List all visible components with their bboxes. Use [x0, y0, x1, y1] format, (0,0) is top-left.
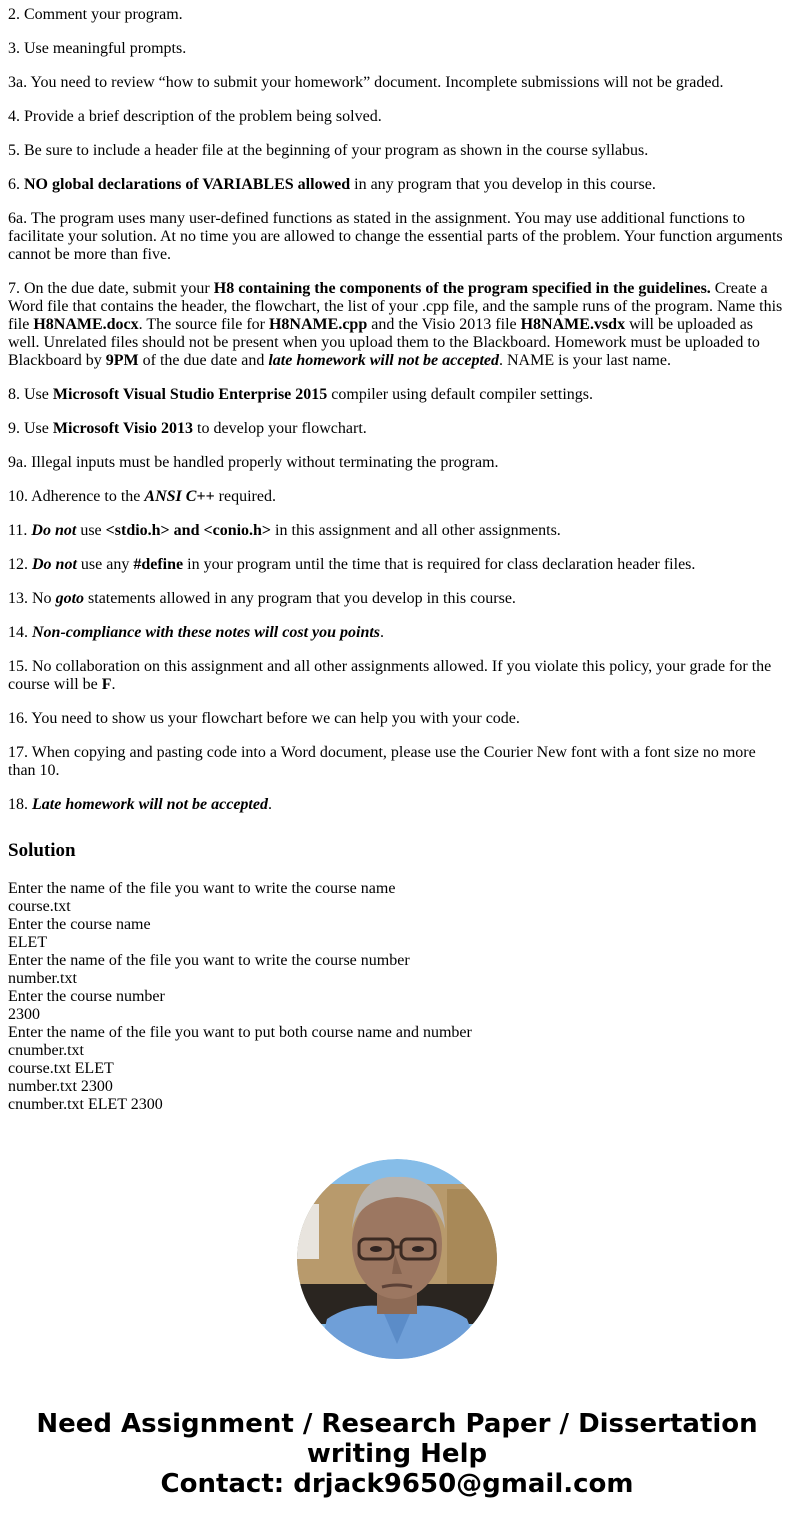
note-text-segment: Do not [32, 556, 77, 573]
note-text-segment: to develop your flowchart. [193, 420, 367, 437]
note-text-segment: 14. [8, 624, 32, 641]
note-text-segment: <stdio.h> and <conio.h> [105, 522, 272, 539]
note-text-segment: statements allowed in any program that you develop in this course. [84, 590, 516, 607]
note-text-segment: ANSI C++ [144, 488, 215, 505]
note-text-segment: . [380, 624, 385, 641]
note-text-segment: 9PM [105, 352, 139, 369]
tutor-portrait-image [297, 1159, 497, 1359]
note-text-segment: Microsoft Visual Studio Enterprise 2015 [52, 386, 328, 403]
note-item-10 [8, 488, 786, 506]
note-item-17 [8, 744, 786, 780]
note-text-segment: . [111, 676, 116, 693]
note-text-segment: 3. Use meaningful prompts. [8, 40, 187, 57]
note-item-6 [8, 176, 786, 194]
note-item-15 [8, 658, 786, 694]
note-text-segment: 11. [8, 522, 32, 539]
note-text-segment: Create a Word file that contains the header, the flowchart, the list of your .cpp file, and the sample runs of the program. Name this file [8, 280, 783, 333]
note-text-segment: in this assignment and all other assignments. [271, 522, 561, 539]
note-item-14 [8, 624, 786, 642]
note-text-segment: . NAME is your last name. [499, 352, 671, 369]
note-text-segment: 8. Use [8, 386, 53, 403]
note-text-segment: . [267, 796, 272, 813]
note-item-13 [8, 590, 786, 608]
promo-contact-email: Contact: drjack9650@gmail.com [160, 1469, 634, 1499]
note-text-segment: 13. No [8, 590, 56, 607]
note-text-segment: use any [76, 556, 134, 573]
note-text-segment: 7. On the due date, submit your [8, 280, 214, 297]
promo-line-1: Need Assignment / Research Paper / Dissertation [36, 1409, 758, 1439]
note-text-segment: 10. Adherence to the [8, 488, 145, 505]
note-text-segment: will be uploaded as well. Unrelated files should not be present when you upload them to the Blackboard. Homework must be uploaded to Blackboard by [8, 316, 760, 369]
note-text-segment: 17. When copying and pasting code into a Word document, please use the Courier New font with a font size no more than 10. [8, 744, 756, 779]
note-item-18 [8, 796, 786, 814]
note-text-segment: . The source file for [138, 316, 269, 333]
note-text-segment: 9. Use [8, 420, 53, 437]
note-text-segment: 3a. You need to review “how to submit your homework” document. Incomplete submissions will not be graded. [8, 74, 724, 91]
output-line: course.txt [8, 898, 71, 915]
output-line: number.txt [8, 970, 77, 987]
note-item-6a [8, 210, 786, 264]
output-line: Enter the name of the file you want to put both course name and number [8, 1024, 472, 1041]
note-item-11 [8, 522, 786, 540]
note-text-segment: of the due date and [138, 352, 269, 369]
output-line: course.txt ELET [8, 1060, 114, 1077]
note-text-segment: H8 containing the components of the program specified in the guidelines. [213, 280, 711, 297]
note-item-16 [8, 710, 786, 728]
output-line: cnumber.txt ELET 2300 [8, 1096, 163, 1113]
output-line: Enter the course name [8, 916, 151, 933]
guidelines-notes-list [8, 6, 786, 814]
note-text-segment: 18. [8, 796, 32, 813]
note-text-segment: 5. Be sure to include a header file at the beginning of your program as shown in the course syllabus. [8, 142, 649, 159]
program-sample-output [8, 880, 786, 1114]
output-line: 2300 [8, 1006, 40, 1023]
note-item-5 [8, 142, 786, 160]
note-item-3 [8, 40, 786, 58]
tutor-avatar [297, 1159, 497, 1359]
note-text-segment: H8NAME.vsdx [520, 316, 626, 333]
note-item-9a [8, 454, 786, 472]
note-text-segment: in any program that you develop in this course. [350, 176, 656, 193]
note-text-segment: Do not [31, 522, 77, 539]
note-text-segment: 9a. Illegal inputs must be handled properly without terminating the program. [8, 454, 499, 471]
note-text-segment: Late homework will not be accepted [32, 796, 268, 813]
note-item-4 [8, 108, 786, 126]
note-text-segment: 2. Comment your program. [8, 6, 183, 23]
note-text-segment: late homework will not be accepted [268, 352, 499, 369]
note-item-2 [8, 6, 786, 24]
promo-line-2: writing Help [306, 1439, 488, 1469]
note-text-segment: 15. No collaboration on this assignment and all other assignments allowed. If you violate this policy, your grade for the course will be [8, 658, 772, 693]
document-content [0, 6, 794, 1114]
note-text-segment: in your program until the time that is required for class declaration header files. [183, 556, 696, 573]
note-text-segment: 6. [8, 176, 24, 193]
output-line: cnumber.txt [8, 1042, 84, 1059]
note-text-segment: required. [214, 488, 276, 505]
note-item-9 [8, 420, 786, 438]
note-text-segment: 16. You need to show us your flowchart before we can help you with your code. [8, 710, 520, 727]
output-line: number.txt 2300 [8, 1078, 113, 1095]
note-text-segment: H8NAME.docx [33, 316, 139, 333]
note-text-segment: 6a. The program uses many user-defined functions as stated in the assignment. You may use additional functions to facilitate your solution. At no time you are allowed to change the essential parts of the problem. Your function arguments cannot be more than five. [8, 210, 783, 263]
note-item-7 [8, 280, 786, 370]
output-line: Enter the name of the file you want to write the course name [8, 880, 396, 897]
note-text-segment: goto [55, 590, 85, 607]
note-text-segment: H8NAME.cpp [268, 316, 368, 333]
output-line: Enter the name of the file you want to write the course number [8, 952, 410, 969]
note-text-segment: Non-compliance with these notes will cost you points [32, 624, 381, 641]
note-text-segment: compiler using default compiler settings. [327, 386, 593, 403]
note-text-segment: Microsoft Visio 2013 [52, 420, 194, 437]
note-item-3a [8, 74, 786, 92]
note-item-8 [8, 386, 786, 404]
solution-heading: Solution [8, 840, 76, 861]
note-text-segment: use [76, 522, 106, 539]
output-line: ELET [8, 934, 48, 951]
note-text-segment: F [101, 676, 112, 693]
note-item-12 [8, 556, 786, 574]
note-text-segment: #define [133, 556, 184, 573]
output-line: Enter the course number [8, 988, 165, 1005]
note-text-segment: 4. Provide a brief description of the problem being solved. [8, 108, 382, 125]
note-text-segment: 12. [8, 556, 32, 573]
note-text-segment: NO global declarations of VARIABLES allowed [24, 176, 351, 193]
promo-banner [0, 1409, 794, 1499]
note-text-segment: and the Visio 2013 file [367, 316, 521, 333]
